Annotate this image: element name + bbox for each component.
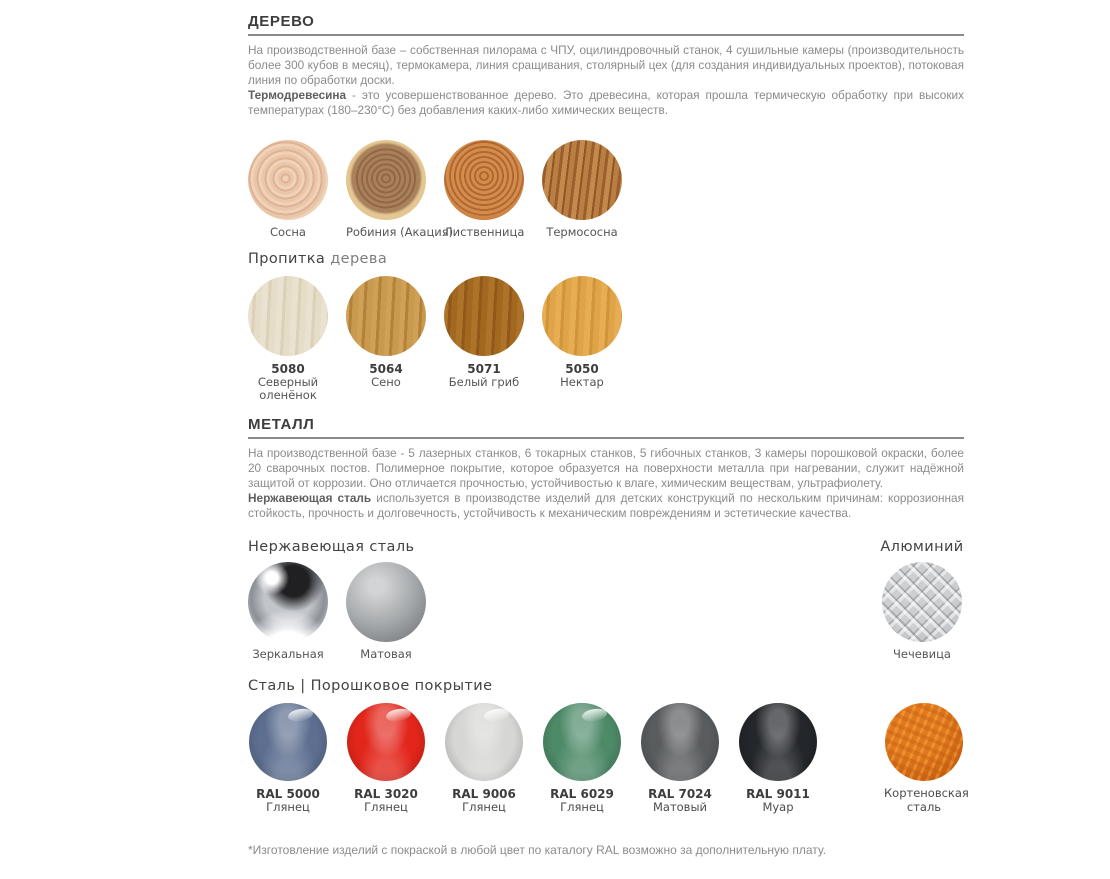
impregnation-title-rest: дерева <box>325 251 388 267</box>
swatch-sosna <box>248 140 328 239</box>
wood-sample-image <box>248 140 328 220</box>
wood-swatch-row <box>248 140 964 239</box>
swatch-ral-5000 <box>248 703 328 815</box>
wood-sample-image <box>346 140 426 220</box>
ral-color-ball <box>347 703 425 781</box>
swatch-ral-3020 <box>346 703 426 815</box>
swatch-name: Северный оленёнок <box>257 375 319 402</box>
swatch-code: 5064 <box>369 362 403 376</box>
swatch-code: 5080 <box>271 362 305 376</box>
impregnation-sample-image <box>346 276 426 356</box>
swatch-label: Чечевица <box>893 647 951 661</box>
ral-code: RAL 6029 <box>550 787 614 801</box>
section-divider <box>248 437 964 439</box>
swatch-termososna <box>542 140 622 239</box>
swatch-label: Зеркальная <box>252 647 324 661</box>
ral-code: RAL 5000 <box>256 787 320 801</box>
swatch-caption <box>346 787 426 815</box>
swatch-label: Лиственница <box>444 225 525 239</box>
swatch-caption <box>346 362 426 389</box>
impregnation-title-lead: Пропитка <box>248 251 326 267</box>
corten-steel-sample-image <box>885 703 963 781</box>
swatch-5064 <box>346 276 426 389</box>
swatch-name: Сено <box>371 375 401 389</box>
swatch-label: Кортеновская сталь <box>884 786 969 814</box>
stainless-aluminum-row <box>248 539 964 661</box>
swatch-ral-6029 <box>542 703 622 815</box>
impregnation-sample-image <box>542 276 622 356</box>
swatch-5080 <box>248 276 328 402</box>
ral-color-ball <box>641 703 719 781</box>
section-divider <box>248 34 964 36</box>
wood-paragraph-2 <box>248 88 964 118</box>
swatch-code: 5050 <box>565 362 599 376</box>
swatch-caption <box>444 362 524 389</box>
aluminum-title: Алюминий <box>880 539 964 555</box>
swatch-label: Робиния (Акация) <box>346 225 454 239</box>
swatch-robinia <box>346 140 454 239</box>
matte-steel-sample-image <box>346 562 426 642</box>
aluminum-checkerplate-sample-image <box>882 562 962 642</box>
ral-footnote: *Изготовление изделий с покраской в любой цвет по каталогу RAL возможно за дополнительную плату. <box>248 842 827 857</box>
powder-swatch-row <box>248 703 969 815</box>
swatch-mirror-steel <box>248 562 328 661</box>
thermowood-text: - это усовершенствованное дерево. Это древесина, которая прошла термическую обработку при высоких температурах (180–230°C) без добавления каких-либо химических веществ. <box>248 88 964 117</box>
catalog-page <box>248 0 969 857</box>
ral-color-ball <box>249 703 327 781</box>
swatch-label: Матовая <box>360 647 412 661</box>
swatch-ral-9006 <box>444 703 524 815</box>
swatch-caption <box>248 787 328 815</box>
swatch-caption <box>542 787 622 815</box>
stainless-term: Нержавеющая сталь <box>248 491 372 505</box>
swatch-name: Белый гриб <box>448 375 520 389</box>
ral-finish: Глянец <box>266 800 310 814</box>
swatch-label: Сосна <box>270 225 306 239</box>
ral-color-ball <box>543 703 621 781</box>
metal-paragraph-1: На производственной базе - 5 лазерных станков, 6 токарных станков, 5 гибочных станков, 3 камеры порошковой окраски, более 20 сварочных постов. Полимерное покрытие, которое образуется на поверхности металла при нагревании, служит надёжной защитой от коррозии. Оно отличается прочностью, устойчивостью к влаге, химическим веществам, ультрафиолету. <box>248 446 964 490</box>
swatch-label: Термососна <box>546 225 618 239</box>
impregnation-title <box>248 251 964 267</box>
swatch-5050 <box>542 276 622 389</box>
ral-finish: Глянец <box>560 800 604 814</box>
ral-color-ball <box>445 703 523 781</box>
wood-section-title: ДЕРЕВО <box>248 13 315 30</box>
metal-paragraph-2 <box>248 491 964 521</box>
stainless-block <box>248 539 426 661</box>
swatch-caption <box>738 787 818 815</box>
swatch-caption <box>248 362 328 402</box>
ral-finish: Муар <box>762 800 794 814</box>
metal-description <box>248 446 964 521</box>
thermowood-term: Термодревесина <box>248 88 347 102</box>
impregnation-swatch-row <box>248 276 964 402</box>
wood-sample-image <box>542 140 622 220</box>
ral-code: RAL 3020 <box>354 787 418 801</box>
ral-finish: Глянец <box>364 800 408 814</box>
ral-finish: Глянец <box>462 800 506 814</box>
wood-description <box>248 43 964 118</box>
wood-sample-image <box>444 140 524 220</box>
impregnation-sample-image <box>248 276 328 356</box>
swatch-caption <box>542 362 622 389</box>
wood-paragraph-1: На производственной базе – собственная пилорама с ЧПУ, оцилиндровочный станок, 4 сушильные камеры (производительность более 300 кубов в месяц), термокамера, линия сращивания, столярный цех (для создания индивидуальных проектов), потоковая линия по обработки доски. <box>248 43 964 87</box>
ral-code: RAL 9006 <box>452 787 516 801</box>
swatch-5071 <box>444 276 524 389</box>
mirror-steel-sample-image <box>248 562 328 642</box>
swatch-listvennitsa <box>444 140 524 239</box>
swatch-corten <box>884 703 969 814</box>
ral-finish: Матовый <box>652 800 708 814</box>
swatch-caption <box>640 787 720 815</box>
ral-code: RAL 7024 <box>648 787 712 801</box>
swatch-ral-7024 <box>640 703 720 815</box>
impregnation-sample-image <box>444 276 524 356</box>
swatch-matte-steel <box>346 562 426 661</box>
powder-coating-title: Сталь | Порошковое покрытие <box>248 678 493 694</box>
stainless-title: Нержавеющая сталь <box>248 539 415 555</box>
metal-section-title: МЕТАЛЛ <box>248 416 315 433</box>
swatch-ral-9011 <box>738 703 818 815</box>
swatch-name: Нектар <box>560 375 604 389</box>
ral-color-ball <box>739 703 817 781</box>
stainless-swatch-row <box>248 562 426 661</box>
ral-code: RAL 9011 <box>746 787 810 801</box>
swatch-code: 5071 <box>467 362 501 376</box>
stainless-text: используется в производстве изделий для детских конструкций по нескольким причинам: коррозионная стойкость, прочность и долговечность, устойчивость к механическим повреждениям и эстетические качества. <box>248 491 964 520</box>
swatch-caption <box>444 787 524 815</box>
aluminum-block <box>880 539 964 661</box>
